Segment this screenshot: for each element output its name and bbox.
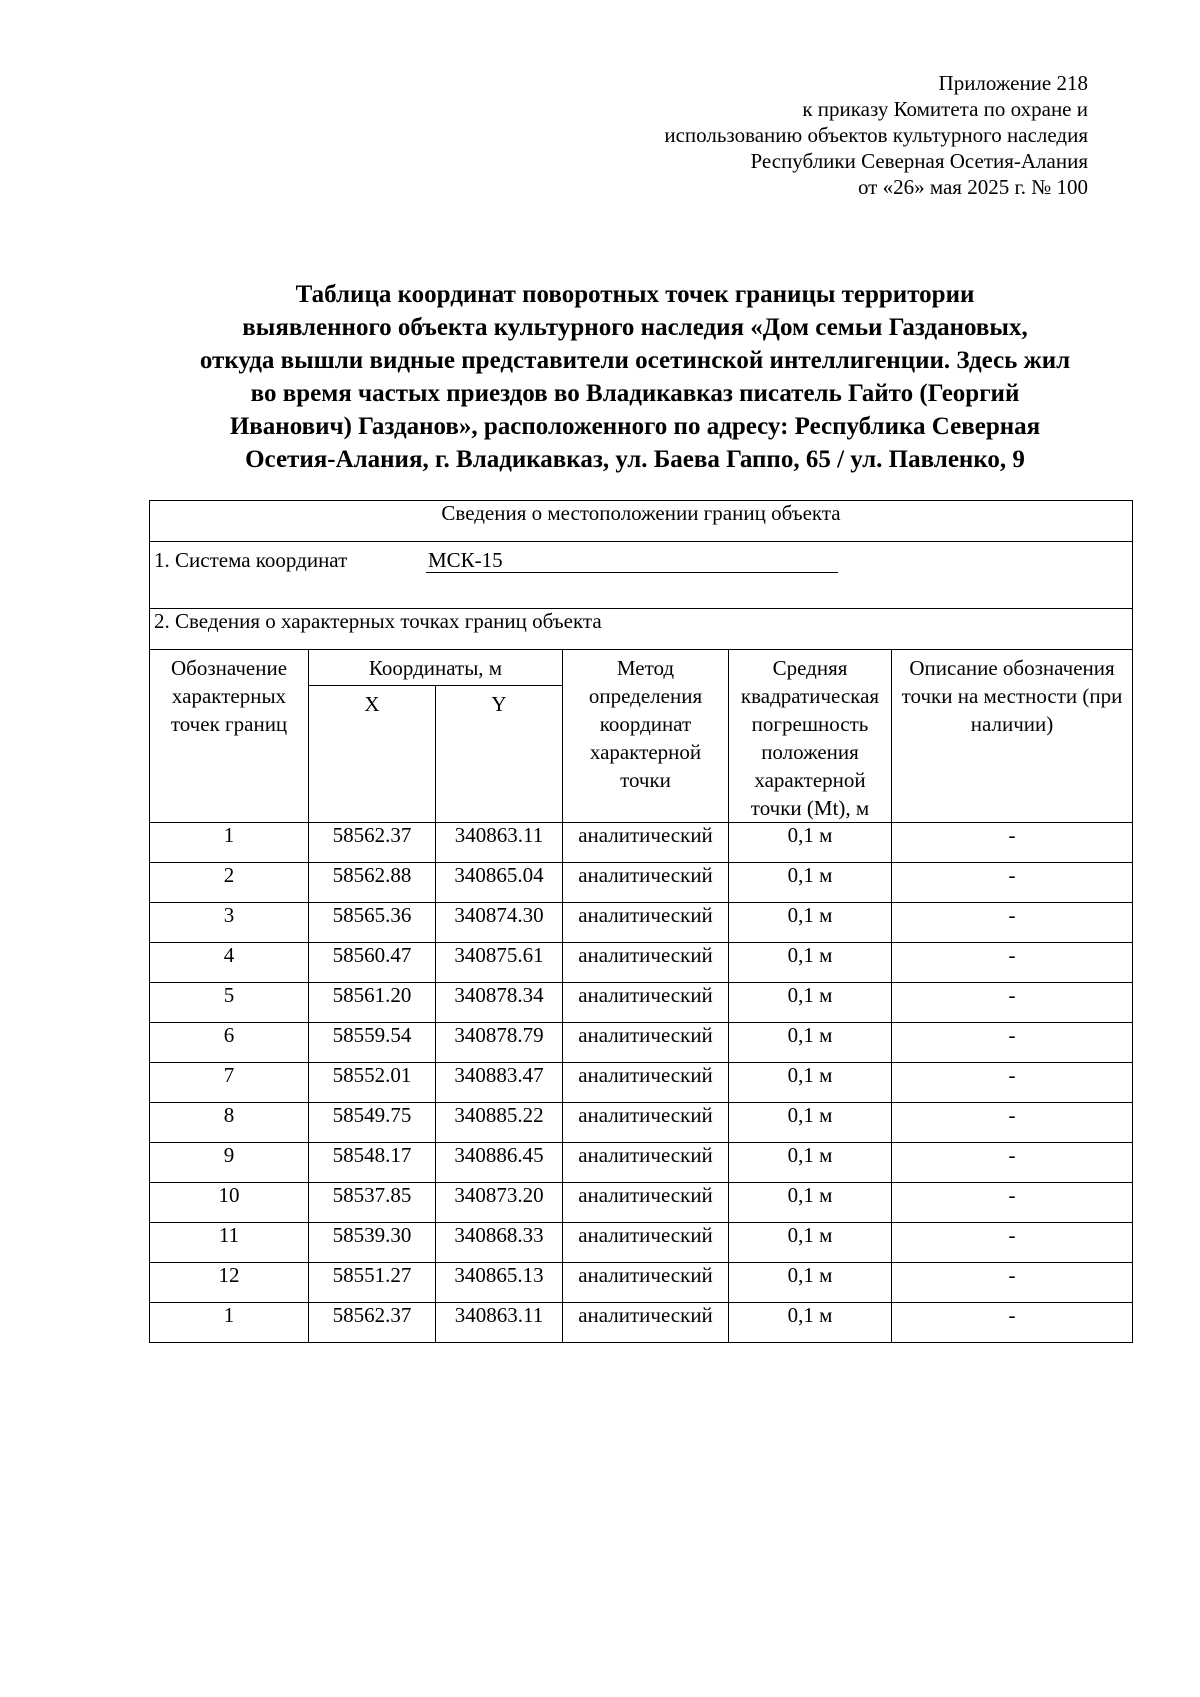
cell-method: аналитический [563, 1143, 729, 1183]
cell-method: аналитический [563, 1063, 729, 1103]
cell-x: 58551.27 [309, 1263, 436, 1303]
cell-error: 0,1 м [729, 943, 892, 983]
cell-error: 0,1 м [729, 1223, 892, 1263]
cell-x: 58548.17 [309, 1143, 436, 1183]
cell-description: - [892, 1263, 1133, 1303]
cell-description: - [892, 1183, 1133, 1223]
cell-description: - [892, 943, 1133, 983]
table-row [150, 1223, 1133, 1263]
cell-description: - [892, 1303, 1133, 1343]
title-line: Осетия-Алания, г. Владикавказ, ул. Баева Гаппо, 65 / ул. Павленко, 9 [245, 446, 1025, 473]
title-line: Иванович) Газданов», расположенного по адресу: Республика Северная [229, 413, 1041, 440]
section-header-row [150, 501, 1133, 542]
table-row [150, 863, 1133, 903]
cell-point: 10 [150, 1183, 309, 1223]
cell-error: 0,1 м [729, 903, 892, 943]
cell-y: 340865.13 [436, 1263, 563, 1303]
cell-y: 340865.04 [436, 863, 563, 903]
cell-point: 2 [150, 863, 309, 903]
cell-method: аналитический [563, 1183, 729, 1223]
cell-point: 6 [150, 1023, 309, 1063]
document-title [130, 278, 1140, 476]
table-row [150, 1183, 1133, 1223]
cell-point: 3 [150, 903, 309, 943]
cell-method: аналитический [563, 903, 729, 943]
cell-description: - [892, 1023, 1133, 1063]
cell-method: аналитический [563, 1263, 729, 1303]
cell-x: 58562.88 [309, 863, 436, 903]
cell-error: 0,1 м [729, 1143, 892, 1183]
cell-x: 58549.75 [309, 1103, 436, 1143]
crs-value: МСК-15 [426, 548, 838, 573]
column-header-coordinates: Координаты, м [309, 650, 563, 686]
cell-y: 340883.47 [436, 1063, 563, 1103]
annex-line: к приказу Комитета по охране и [802, 97, 1088, 121]
annex-line: использованию объектов культурного наследия [664, 123, 1088, 147]
cell-error: 0,1 м [729, 1103, 892, 1143]
cell-error: 0,1 м [729, 1063, 892, 1103]
table-row [150, 943, 1133, 983]
crs-row [150, 542, 1133, 609]
cell-y: 340886.45 [436, 1143, 563, 1183]
cell-method: аналитический [563, 823, 729, 863]
cell-method: аналитический [563, 1103, 729, 1143]
table-row [150, 903, 1133, 943]
cell-y: 340878.34 [436, 983, 563, 1023]
section-header: Сведения о местоположении границ объекта [150, 501, 1133, 542]
points-header-row [150, 609, 1133, 650]
cell-x: 58560.47 [309, 943, 436, 983]
column-header-method: Метод определения координат характерной точки [563, 650, 729, 823]
cell-point: 1 [150, 823, 309, 863]
title-line: во время частых приездов во Владикавказ писатель Гайто (Георгий [250, 380, 1020, 407]
column-header-x: X [309, 685, 436, 822]
cell-x: 58565.36 [309, 903, 436, 943]
cell-error: 0,1 м [729, 1023, 892, 1063]
table-row [150, 1303, 1133, 1343]
cell-y: 340874.30 [436, 903, 563, 943]
table-row [150, 1023, 1133, 1063]
cell-error: 0,1 м [729, 1263, 892, 1303]
cell-point: 7 [150, 1063, 309, 1103]
points-header: 2. Сведения о характерных точках границ объекта [150, 609, 1133, 650]
cell-error: 0,1 м [729, 1183, 892, 1223]
title-line: откуда вышли видные представители осетинской интеллигенции. Здесь жил [199, 347, 1071, 374]
table-row [150, 1103, 1133, 1143]
cell-method: аналитический [563, 1303, 729, 1343]
cell-x: 58539.30 [309, 1223, 436, 1263]
crs-label: 1. Система координат [154, 548, 348, 572]
cell-y: 340863.11 [436, 823, 563, 863]
cell-description: - [892, 1063, 1133, 1103]
cell-point: 1 [150, 1303, 309, 1343]
column-header-designation: Обозначение характерных точек границ [150, 650, 309, 823]
cell-x: 58552.01 [309, 1063, 436, 1103]
crs-cell [150, 542, 1133, 609]
title-line: выявленного объекта культурного наследия «Дом семьи Газдановых, [242, 314, 1028, 341]
cell-error: 0,1 м [729, 983, 892, 1023]
cell-method: аналитический [563, 943, 729, 983]
cell-x: 58537.85 [309, 1183, 436, 1223]
cell-description: - [892, 1103, 1133, 1143]
cell-x: 58562.37 [309, 1303, 436, 1343]
table-row [150, 1063, 1133, 1103]
cell-description: - [892, 1143, 1133, 1183]
cell-x: 58561.20 [309, 983, 436, 1023]
cell-point: 5 [150, 983, 309, 1023]
annex-line: Приложение 218 [938, 71, 1088, 95]
cell-point: 9 [150, 1143, 309, 1183]
cell-description: - [892, 1223, 1133, 1263]
cell-method: аналитический [563, 863, 729, 903]
column-header-row [150, 650, 1133, 686]
cell-y: 340875.61 [436, 943, 563, 983]
cell-description: - [892, 863, 1133, 903]
cell-y: 340863.11 [436, 1303, 563, 1343]
cell-y: 340878.79 [436, 1023, 563, 1063]
cell-x: 58562.37 [309, 823, 436, 863]
table-row [150, 983, 1133, 1023]
column-header-y: Y [436, 685, 563, 822]
title-line: Таблица координат поворотных точек границы территории [295, 281, 975, 308]
cell-y: 340868.33 [436, 1223, 563, 1263]
cell-method: аналитический [563, 1223, 729, 1263]
column-header-description: Описание обозначения точки на местности (при наличии) [892, 650, 1133, 823]
cell-method: аналитический [563, 1023, 729, 1063]
cell-error: 0,1 м [729, 823, 892, 863]
cell-error: 0,1 м [729, 863, 892, 903]
cell-description: - [892, 823, 1133, 863]
cell-y: 340873.20 [436, 1183, 563, 1223]
cell-point: 4 [150, 943, 309, 983]
annex-line: Республики Северная Осетия-Алания [750, 149, 1088, 173]
column-header-error: Средняя квадратическая погрешность положения характерной точки (Mt), м [729, 650, 892, 823]
cell-error: 0,1 м [729, 1303, 892, 1343]
cell-x: 58559.54 [309, 1023, 436, 1063]
cell-description: - [892, 983, 1133, 1023]
cell-description: - [892, 903, 1133, 943]
table-row [150, 1263, 1133, 1303]
table-row [150, 1143, 1133, 1183]
annex-line: от «26» мая 2025 г. № 100 [857, 175, 1088, 199]
table-row [150, 823, 1133, 863]
coordinates-table [149, 500, 1133, 1343]
cell-method: аналитический [563, 983, 729, 1023]
cell-point: 12 [150, 1263, 309, 1303]
cell-point: 8 [150, 1103, 309, 1143]
annex-header [468, 70, 1088, 200]
cell-y: 340885.22 [436, 1103, 563, 1143]
cell-point: 11 [150, 1223, 309, 1263]
